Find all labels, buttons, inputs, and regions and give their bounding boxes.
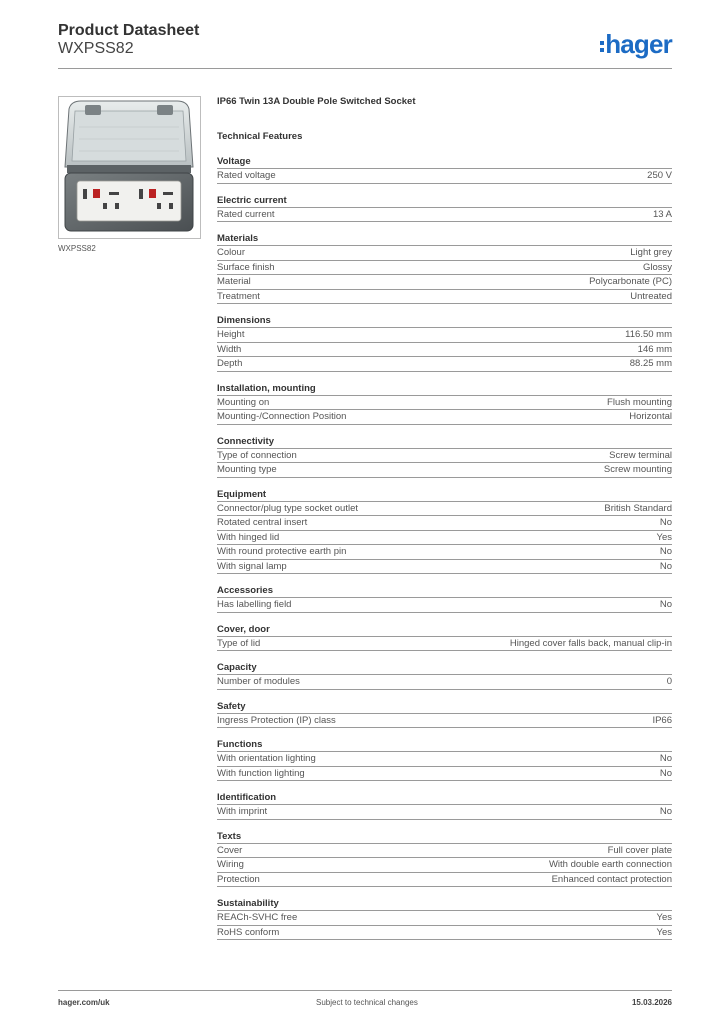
spec-value: 13 A (652, 208, 672, 220)
spec-label: Mounting on (217, 396, 270, 408)
spec-label: Has labelling field (217, 599, 292, 610)
spec-label: With hinged lid (217, 531, 280, 543)
spec-group (217, 489, 672, 575)
spec-label: With imprint (217, 806, 268, 817)
spec-row (217, 290, 672, 305)
spec-label: Height (217, 329, 245, 340)
spec-group (217, 233, 672, 304)
image-caption: WXPSS82 (58, 244, 96, 253)
spec-group-title: Electric current (217, 195, 672, 208)
spec-row (217, 396, 672, 411)
spec-group (217, 195, 672, 223)
spec-row (217, 805, 672, 820)
spec-value: No (659, 806, 672, 817)
document-title: Product Datasheet (58, 22, 200, 39)
spec-row (217, 449, 672, 464)
spec-row (217, 873, 672, 888)
features-heading: Technical Features (217, 131, 303, 142)
spec-group-title: Safety (217, 701, 672, 714)
spec-label: Number of modules (217, 676, 300, 687)
spec-group (217, 831, 672, 888)
spec-value: Polycarbonate (PC) (589, 276, 672, 287)
spec-group (217, 739, 672, 781)
spec-value: With double earth connection (548, 859, 672, 870)
spec-label: Surface finish (217, 261, 275, 273)
footer-divider (58, 990, 672, 991)
spec-group-title: Accessories (217, 585, 672, 598)
spec-label: Rated voltage (217, 170, 276, 181)
spec-value: Yes (656, 926, 672, 938)
spec-value: Flush mounting (607, 396, 672, 408)
product-name: IP66 Twin 13A Double Pole Switched Socket (217, 96, 416, 107)
spec-label: Colour (217, 247, 245, 258)
spec-value: British Standard (604, 502, 672, 514)
spec-value: Hinged cover falls back, manual clip-in (509, 637, 672, 649)
spec-label: Type of connection (217, 449, 297, 461)
spec-value: Screw terminal (609, 449, 672, 461)
spec-group-title: Dimensions (217, 315, 672, 328)
spec-content (217, 96, 672, 951)
spec-value: Screw mounting (603, 464, 672, 475)
spec-row (217, 328, 672, 343)
logo-text: hager (605, 29, 672, 59)
spec-label: Depth (217, 358, 243, 369)
spec-row (217, 752, 672, 767)
spec-group-title: Capacity (217, 662, 672, 675)
spec-group-title: Functions (217, 739, 672, 752)
spec-label: Rated current (217, 208, 275, 220)
spec-value: IP66 (652, 714, 672, 726)
product-image (58, 96, 201, 239)
spec-group-title: Installation, mounting (217, 383, 672, 396)
spec-label: Mounting type (217, 464, 277, 475)
spec-row (217, 926, 672, 941)
spec-label: With function lighting (217, 767, 305, 779)
spec-value: No (659, 517, 672, 528)
spec-value: No (659, 767, 672, 779)
spec-group-title: Materials (217, 233, 672, 246)
spec-value: No (659, 560, 672, 572)
product-code: WXPSS82 (58, 40, 134, 57)
spec-label: Rotated central insert (217, 517, 308, 528)
spec-row (217, 275, 672, 290)
spec-label: Wiring (217, 859, 244, 870)
spec-group (217, 701, 672, 729)
spec-value: No (659, 753, 672, 764)
spec-value: Glossy (642, 261, 672, 273)
spec-value: 88.25 mm (629, 358, 672, 369)
spec-label: Width (217, 343, 242, 355)
spec-group (217, 156, 672, 184)
page-footer (58, 998, 672, 1010)
spec-row (217, 545, 672, 560)
spec-value: No (659, 546, 672, 557)
spec-row (217, 463, 672, 478)
spec-value: 116.50 mm (625, 329, 672, 340)
footer-notice: Subject to technical changes (316, 998, 418, 1007)
spec-row (217, 560, 672, 575)
spec-row (217, 637, 672, 652)
spec-group-title: Sustainability (217, 898, 672, 911)
spec-label: Type of lid (217, 637, 261, 649)
socket-illustration (59, 97, 200, 238)
spec-group (217, 792, 672, 820)
spec-value: 0 (666, 676, 672, 687)
spec-value: No (659, 599, 672, 610)
spec-row (217, 598, 672, 613)
spec-group (217, 383, 672, 425)
spec-group-title: Identification (217, 792, 672, 805)
spec-row (217, 343, 672, 358)
spec-label: Cover (217, 844, 243, 856)
spec-value: Full cover plate (607, 844, 672, 856)
spec-group (217, 898, 672, 940)
spec-group-title: Texts (217, 831, 672, 844)
spec-row (217, 357, 672, 372)
spec-label: With orientation lighting (217, 753, 316, 764)
spec-value: 146 mm (637, 343, 672, 355)
hager-logo (600, 29, 672, 59)
spec-row (217, 516, 672, 531)
spec-value: Enhanced contact protection (551, 873, 672, 885)
spec-group-title: Connectivity (217, 436, 672, 449)
spec-label: Ingress Protection (IP) class (217, 714, 336, 726)
spec-row (217, 714, 672, 729)
spec-group-title: Equipment (217, 489, 672, 502)
spec-row (217, 844, 672, 859)
spec-row (217, 531, 672, 546)
spec-value: Yes (656, 531, 672, 543)
spec-group-title: Voltage (217, 156, 672, 169)
spec-row (217, 169, 672, 184)
spec-row (217, 767, 672, 782)
spec-row (217, 675, 672, 690)
spec-value: Untreated (630, 290, 672, 302)
spec-row (217, 246, 672, 261)
spec-row (217, 502, 672, 517)
spec-label: Protection (217, 873, 260, 885)
spec-group (217, 436, 672, 478)
header-divider (58, 68, 672, 69)
spec-group (217, 585, 672, 613)
spec-value: 250 V (647, 170, 672, 181)
spec-group (217, 662, 672, 690)
footer-website: hager.com/uk (58, 998, 110, 1007)
page-header (58, 20, 672, 70)
spec-label: Treatment (217, 290, 260, 302)
spec-groups (217, 156, 672, 940)
spec-group (217, 315, 672, 372)
spec-row (217, 410, 672, 425)
spec-row (217, 911, 672, 926)
spec-value: Yes (656, 912, 672, 923)
spec-label: Mounting-/Connection Position (217, 411, 347, 422)
spec-label: Material (217, 276, 251, 287)
spec-row (217, 208, 672, 223)
spec-value: Horizontal (629, 411, 672, 422)
spec-row (217, 261, 672, 276)
footer-date: 15.03.2026 (631, 998, 672, 1007)
spec-label: REACh-SVHC free (217, 912, 298, 923)
spec-group (217, 624, 672, 652)
spec-row (217, 858, 672, 873)
spec-label: RoHS conform (217, 926, 280, 938)
spec-label: With round protective earth pin (217, 546, 347, 557)
spec-group-title: Cover, door (217, 624, 672, 637)
spec-label: Connector/plug type socket outlet (217, 502, 359, 514)
logo-colon-icon (600, 41, 604, 52)
spec-value: Light grey (630, 247, 672, 258)
spec-label: With signal lamp (217, 560, 287, 572)
